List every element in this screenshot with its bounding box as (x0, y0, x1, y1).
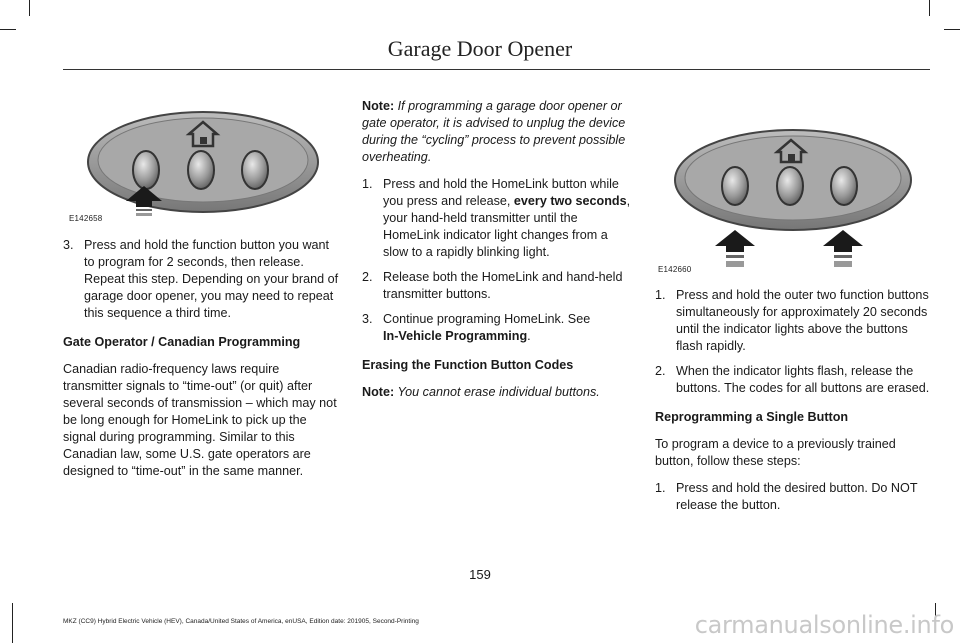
column-middle (362, 98, 632, 411)
section-heading: Reprogramming a Single Button (655, 410, 849, 424)
paragraph: To program a device to a previously trained button, follow these steps: (655, 437, 896, 468)
cross-reference-link[interactable]: In-Vehicle Programming (383, 329, 528, 343)
step-3: 3. Press and hold the function button you want to program for 2 seconds, then release. Repeat this step. Depending on your brand of garage door opener, you may need to repeat this sequence a third time. (63, 238, 339, 320)
section-heading: Erasing the Function Button Codes (362, 358, 574, 372)
homelink-figure-right (655, 100, 930, 280)
crop-mark (929, 0, 930, 16)
crop-mark (944, 29, 960, 30)
page-title: Garage Door Opener (387, 36, 573, 61)
step-1: 1. Press and hold the outer two function buttons simultaneously for approximately 20 seconds until the indicator lights above the buttons flash rapidly. (655, 288, 929, 353)
watermark: carmanualsonline.info (694, 611, 954, 639)
note: Note: If programming a garage door opener or gate operator, it is advised to unplug the device during the “cycling” process to prevent possible overheating. (362, 99, 626, 164)
note: Note: You cannot erase individual buttons. (362, 385, 600, 399)
crop-mark (29, 0, 30, 16)
header-divider (63, 69, 930, 70)
press-arrow-icon (823, 230, 863, 267)
figure-code: E142660 (658, 265, 692, 274)
figure-code: E142658 (69, 214, 103, 223)
homelink-panel-illustration (655, 100, 930, 280)
press-arrow-icon (715, 230, 755, 267)
step-1: 1. Press and hold the desired button. Do NOT release the button. (655, 481, 918, 512)
step-2: 2. Release both the HomeLink and hand-held transmitter buttons. (362, 270, 623, 301)
column-right (655, 287, 930, 522)
step-1: 1. Press and hold the HomeLink button while you press and release, every two seconds, your hand-held transmitter until the HomeLink indicator light changes from a slow to a rapidly blinking light. (362, 177, 631, 259)
paragraph: Canadian radio-frequency laws require transmitter signals to “time-out” (or quit) after several seconds of transmission – which may not be long enough for HomeLink to pick up the signal during programming. Similar to this Canadian law, some U.S. gate operators are designed to “time-out” in the same manner. (63, 362, 337, 478)
crop-mark (0, 29, 16, 30)
page-number: 159 (469, 567, 491, 582)
crop-mark (12, 603, 13, 643)
homelink-figure-left (63, 100, 338, 230)
column-left (63, 237, 339, 490)
section-heading: Gate Operator / Canadian Programming (63, 335, 301, 349)
step-2: 2. When the indicator lights flash, release the buttons. The codes for all buttons are erased. (655, 364, 930, 395)
step-3: 3. Continue programing HomeLink. See In-Vehicle Programming. (362, 312, 591, 343)
homelink-panel-illustration (63, 100, 338, 230)
footer-text: MKZ (CC9) Hybrid Electric Vehicle (HEV), Canada/United States of America, enUSA, Edition date: 201905, Second-Printing (63, 618, 419, 625)
